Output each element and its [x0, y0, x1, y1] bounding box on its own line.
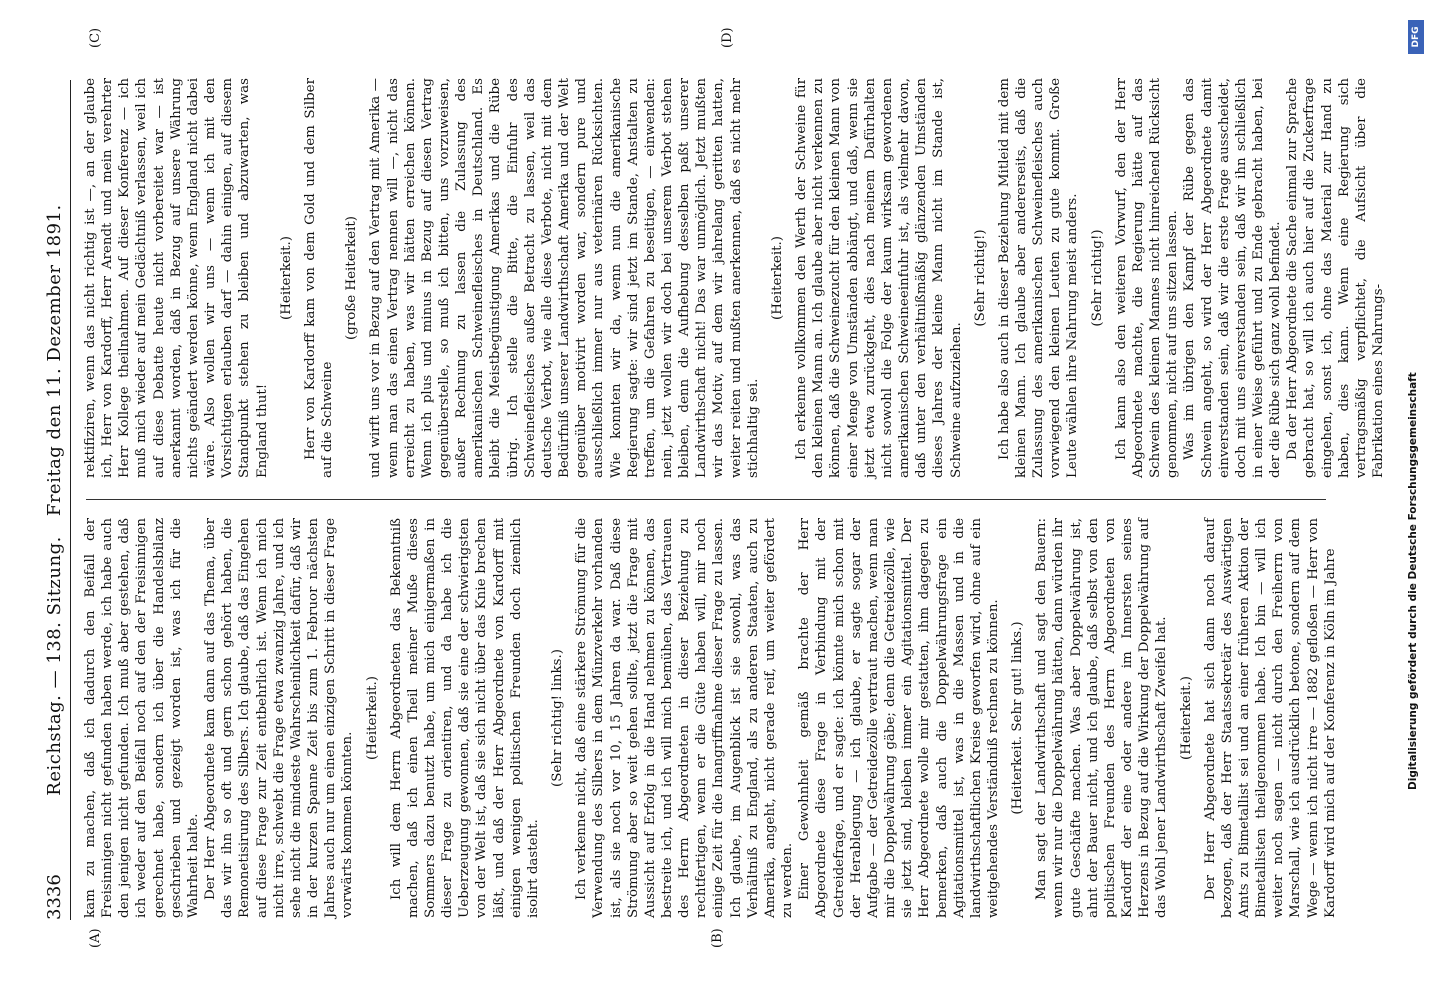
session-title: Reichstag. — 138. Sitzung. — [44, 536, 65, 796]
paragraph: und wirft uns vor in Bezug auf den Vertrag mit Amerika — wenn man das einen Vertrag nennen will —, nicht das erreicht zu haben, was wir hätten erreichen können. Wenn ich plus und minus in Bezug auf diesen Vertrag gegenüberstelle, so muß ich bitten, uns vorzuweisen, außer Rechnung zu lassen die Zulassung des amerikanischen Schweinefleisches in Deutschland. Es bleibt die Meistbegünstigung Amerikas und die Rübe übrig. Ich stelle die Bitte, die Einfuhr des Schweinefleisches außer Betracht zu lassen, weil das deutsche Verbot, wie alle diese Verbote, nicht mit dem Bedürfniß unserer Landwirthschaft Amerika und der Welt gegenüber motivirt worden war, sondern pure und ausschließlich immer nur aus veterinären Rücksichten. Wie konnten wir da, wenn nun die amerikanische Regierung sagte: wir sind jetzt im Stande, Anstalten zu treffen, um die Gefahren zu beseitigen, — einwenden: nein, jetzt wollen wir doch bei unserem Verbot stehen bleiben, denn die Aufhebung desselben paßt unserer Landwirthschaft nicht! Das war unmöglich. Jetzt mußten wir das Motiv, auf dem wir jahrelang geritten hatten, weiter reiten und mußten anerkennen, daß es nicht mehr stichhaltig sei. — [368, 78, 761, 478]
dfg-logo-text: DFG — [1411, 26, 1421, 48]
margin-marker-c: (C) — [88, 27, 103, 48]
session-date: Freitag den 11. Dezember 1891. — [44, 204, 65, 517]
paragraph: Der Herr Abgeordnete hat sich dann noch darauf bezogen, daß der Herr Staatssekretär des Auswärtigen Amts zu Bimetallist sei und an einer früheren Aktion der Bimetallisten theilgenommen habe. Ich bin — will ich weiter noch sagen — nicht durch den Freiherrn von Marschall, wie ich ausdrücklich betone, sondern auf dem Wege — wenn ich nicht irre — 1882 gefloßen — Herr von Kardorff wird mich auf der Konferenz in Köln im Jahre — [1202, 518, 1338, 918]
paragraph: Ich kann also den weiteren Vorwurf, den der Herr Abgeordnete machte, die Regierung hätte auf das Schwein des kleinen Mannes nicht hinreichend Rücksicht genommen, nicht auf uns sitzen lassen. — [1113, 78, 1181, 478]
credit-text: Digitalisierung gefördert durch die Deutsche Forschungsgemeinschaft — [1407, 372, 1419, 790]
header-title-line — [44, 190, 65, 810]
dfg-logo — [1408, 20, 1424, 54]
interjection: (Sehr richtig!) — [972, 229, 988, 327]
paragraph: Ich will dem Herrn Abgeordneten das Bekenntniß machen, daß ich einen Theil meiner Muße dieses Sommers dazu benutzt habe, um mich einigermaßen in dieser Frage zu orientiren, und da habe ich die Ueberzeugung gewonnen, daß sie eine der schwierigsten von der Welt ist, daß sie sich nicht über das Knie brechen läßt, und daß der Herr Abgeordnete von Kardorff mit einigen wenigen politischen Freunden doch ziemlich isolirt dasteht. — [388, 518, 541, 918]
page-header — [42, 80, 71, 920]
column-divider — [86, 499, 1326, 500]
paragraph: rektifiziren, wenn das nicht richtig ist —, an der glaube ich, Herr von Kardorff, Herr Arendt und mein verehrter Herr Kollege theilnahmen. Auf dieser Konferenz — ich muß mich wieder auf mein Gedächtniß verlassen, weil ich auf diese Debatte heute nicht vorbereitet war — ist anerkannt worden, daß in Bezug auf unsere Währung nichts geändert werden könne, wenn England nicht dabei wäre. Also wollen wir uns — wenn ich mit den Vorsichtigen erlauben darf — dahin einigen, auf diesem Standpunkt stehen zu bleiben und abzuwarten, was England thut! — [83, 78, 270, 478]
paragraph: kam zu machen, daß ich dadurch den Beifall der Freisinnigen nicht gefunden haben werde, ich habe auch den jenigen nicht gefunden. Ich muß aber gestehen, daß ich weder auf den Beifall noch auf den der Freisinnigen gerechnet habe, sondern ich über die Handelsbilanz geschrieben und gezeigt worden ist, was ich für die Wahrheit halte. — [83, 518, 201, 918]
paragraph: Was im übrigen den Kampf der Rübe gegen das Schwein angeht, so wird der Herr Abgeordnete damit einverstanden sein, daß wir die erste Frage ausscheidet, doch mit uns einverstanden sein, daß wir ihn schließlich in einer Weise geführt und zu Ende gebracht haben, bei der die Rübe sich ganz wohl befindet. — [1182, 78, 1284, 478]
interjection: (Heiterkeit.) — [364, 676, 380, 760]
interjection: (Heiterkeit. Sehr gut! links.) — [1010, 621, 1026, 815]
interjection: (Sehr richtig!) — [1089, 229, 1105, 327]
margin-marker-d: (D) — [720, 27, 735, 48]
left-column — [82, 518, 1352, 918]
interjection: (Sehr richtig! links.) — [550, 649, 566, 787]
paragraph: Der Herr Abgeordnete kam dann auf das Thema, über das wir ihn so oft und gern schon gehört haben, die Remonetisirung des Silbers. Ich glaube, daß das Eingehen auf diese Frage zur Zeit entbehrlich ist. Wenn ich mich nicht irre, schwebt die Frage etwa zwanzig Jahre, und ich sehe nicht die mindeste Wahrscheinlichkeit dafür, daß wir in der kurzen Spanne Zeit bis zum 1. Februor nächsten Jahres auch nur um einen einzigen Schritt in dieser Frage vorwärts kommen könnten. — [203, 518, 356, 918]
interjection: (Heiterkeit.) — [1178, 676, 1194, 760]
interjection: (Heiterkeit.) — [278, 236, 294, 320]
margin-marker-b: (B) — [710, 928, 725, 948]
paragraph: Herr von Kardorff kam von dem Gold und dem Silber auf die Schweine — [302, 78, 336, 478]
margin-marker-a: (A) — [88, 928, 103, 948]
paragraph: Ich habe also auch in dieser Beziehung Mitleid mit dem kleinen Mann. Ich glaube aber andererseits, daß die Zulassung des amerikanischen Schweinefleisches auch vorwiegend den kleinen Leuten zu gute kommt. Große Leute wählen ihre Nahrung meist anders. — [996, 78, 1081, 478]
interjection: (große Heiterkeit) — [344, 216, 360, 340]
digitization-credit — [1392, 0, 1432, 1000]
interjection: (Heiterkeit.) — [769, 236, 785, 320]
paragraph: Man sagt der Landwirthschaft und sagt den Bauern: wenn wir nur die Doppelwährung hätten, dann würden ihr gute Geschäfte machen. Was aber Doppelwährung ist, ahnt der Bauer nicht, und ich glaube, daß selbst von den politischen Freunden des Herrn Abgeordneten von Kardorff der eine oder andere im Innersten seines Herzens in Bezug auf die Wirkung der Doppelwährung auf das Wohl jener Landwirthschaft Zweifel hat. — [1034, 518, 1170, 918]
page-number: 3336 — [44, 874, 65, 920]
paragraph: Ich erkenne vollkommen den Werth der Schweine für den kleinen Mann an. Ich glaube aber nicht verkennen zu können, daß die Schweinezucht für den kleinen Mann von einer Menge von Umständen abhängt, und daß, wenn sie jetzt etwa zurückgeht, dies nach meinem Dafürhalten nicht sowohl die Folge der kaum wirksam gewordenen amerikanischen Schweineeinfuhr ist, als vielmehr davon, daß unter den verhältnißmäßig glänzenden Umständen dieses Jahres der kleine Mann nicht im Stande ist, Schweine aufzuziehen. — [794, 78, 964, 478]
paragraph: Ich verkenne nicht, daß eine stärkere Strömung für die Verwendung des Silbers in dem Münzverkehr vorhanden ist, als sie noch vor 10, 15 Jahren da war. Daß diese Strömung aber so weit gehen sollte, jetzt die Frage mit Aussicht auf Erfolg in die Hand nehmen zu können, das bestreite ich, und ich will mich bemühen, das Vertrauen des Herrn Abgeordneten in dieser Beziehung zu rechtfertigen, wenn er die Güte haben will, mir noch einige Zeit für die Inangriffnahme dieser Frage zu lassen. Ich glaube, im Augenblick ist sie sowohl, was das Verhältniß zu England, als zu anderen Staaten, auch zu Amerika, angeht, nicht gerade reif, um weiter gefördert zu werden. — [574, 518, 796, 918]
paragraph: Einer Gewohnheit gemäß brachte der Herr Abgeordnete diese Frage in Verbindung mit der Getreidefrage, und er sagte: ich könnte mich schon mit der Herablegung — ich glaube, er sagte sogar der Aufgabe — der Getreidezölle vertraut machen, wenn man mir die Doppelwährung gäbe; denn die Getreidezölle, wie sie jetzt sind, bleiben immer ein Agitationsmittel. Der Herr Abgeordnete wolle mir gestatten, ihm dagegen zu bemerken, daß auch die Doppelwährungsfrage ein Agitationsmittel ist, was in die Massen und in die landwirthschaftlichen Kreise geworfen wird, ohne auf ein weitgehendes Verständniß rechnen zu können. — [797, 518, 1001, 918]
paragraph: Da der Herr Abgeordnete die Sache einmal zur Sprache gebracht hat, so will ich auch hier auf die Zuckerfrage eingehen, sonst ich, ohne das Material zur Hand zu haben, dies kann. Wenn eine Regierung sich vertragsmäßig verpflichtet, die Aufsicht über die Fabrikation eines Nahrungs- — [1285, 78, 1387, 478]
right-column — [82, 78, 1387, 478]
